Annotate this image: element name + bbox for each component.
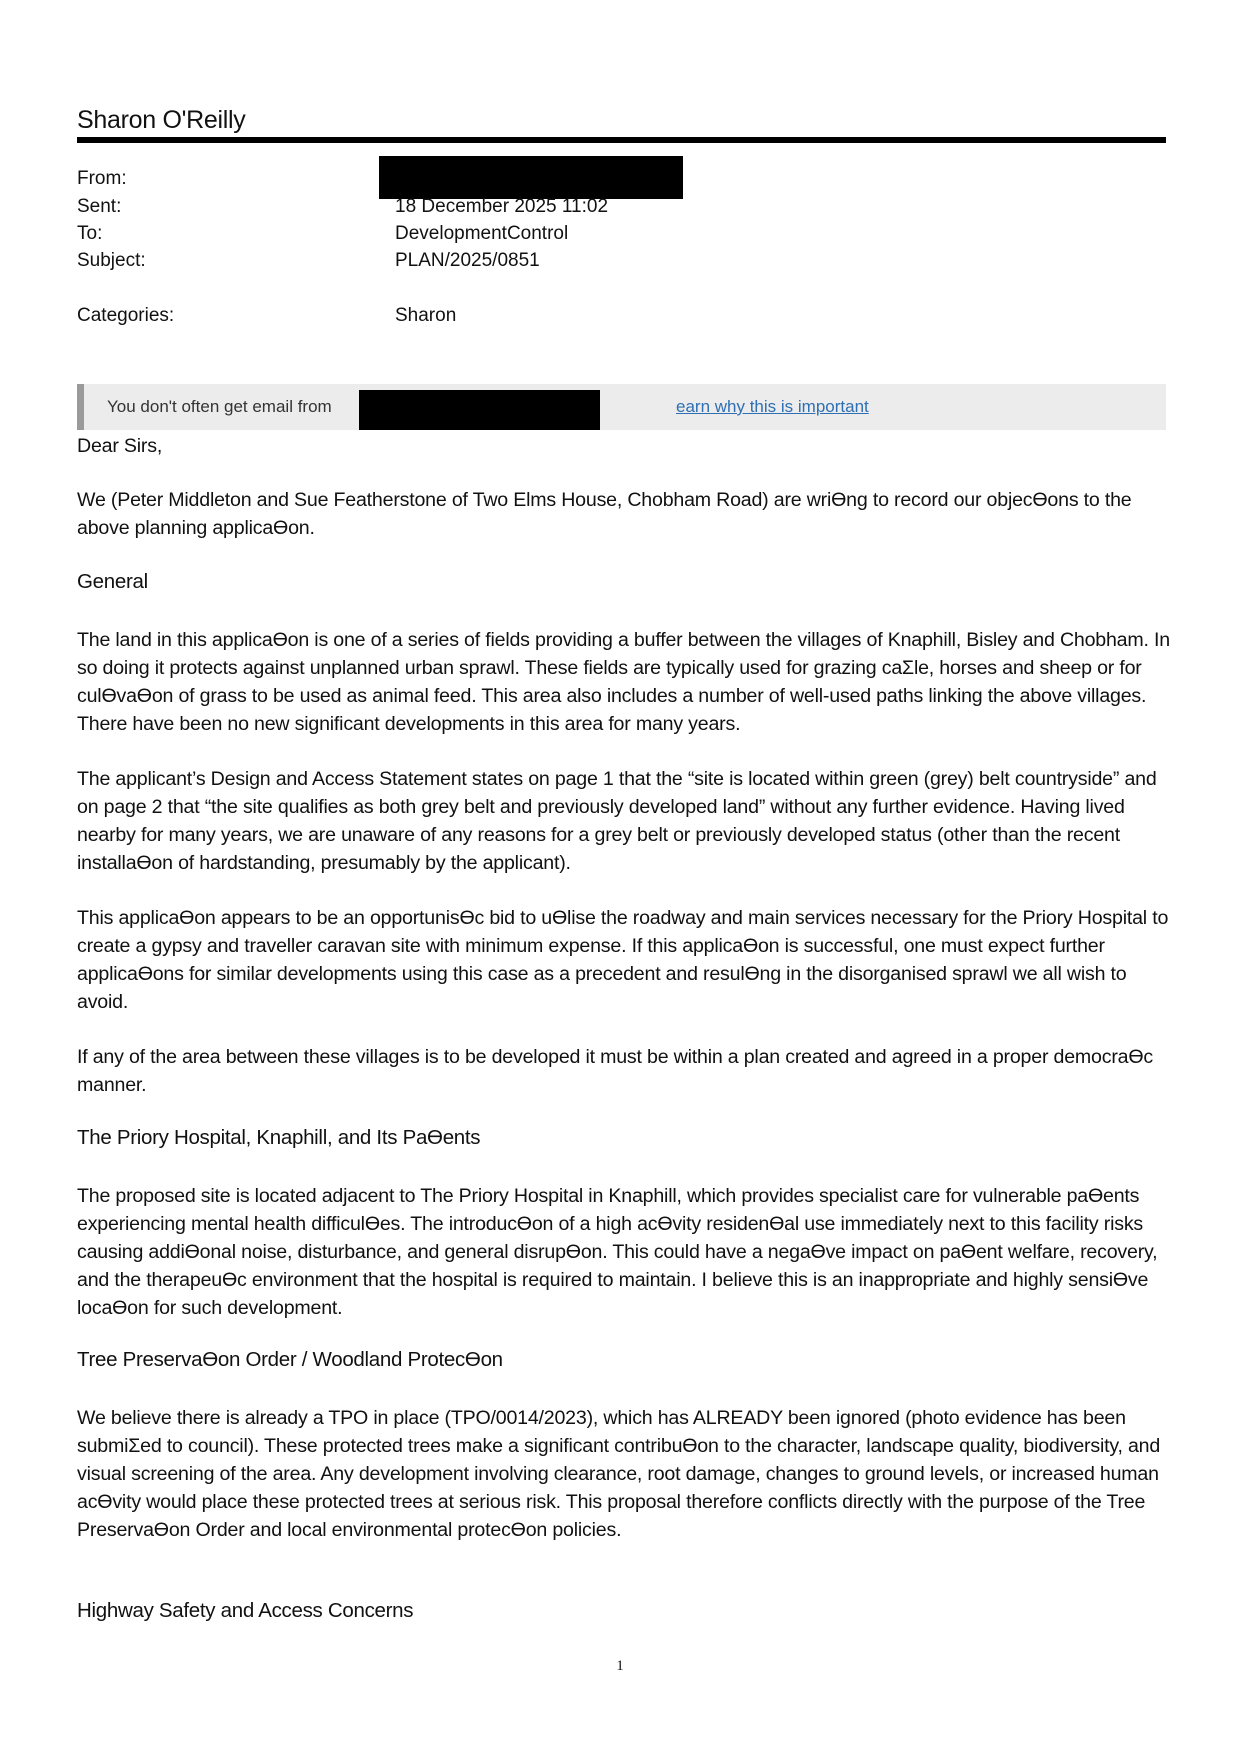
page-number: 1	[616, 1658, 624, 1674]
general-paragraph-1: The land in this applicaƟon is one of a series of fields providing a buffer between the villages of Knaphill, Bisley and Chobham. In so doing it protects against unplanned urban sprawl. These fields are typically used for grazing caƩle, horses and sheep or for culƟvaƟon of grass to be used as animal feed. This area also includes a number of well-used paths linking the above villages. There have been no new significant developments in this area for many years.	[77, 629, 1170, 735]
categories-label: Categories:	[77, 305, 175, 326]
redacted-sender-address	[379, 156, 683, 199]
external-sender-banner	[77, 384, 1166, 430]
from-label: From:	[77, 168, 127, 189]
greeting: Dear Sirs,	[77, 435, 163, 457]
general-heading: General	[77, 570, 148, 593]
banner-accent-bar	[77, 384, 84, 430]
sent-label: Sent:	[77, 196, 122, 217]
to-value: DevelopmentControl	[395, 223, 569, 244]
highway-heading: Highway Safety and Access Concerns	[77, 1599, 414, 1622]
tree-paragraph: We believe there is already a TPO in place (TPO/0014/2023), which has ALREADY been ignored (photo evidence has been submiƩed to council). These protected trees make a significant contribuƟon to the character, landscape quality, biodiversity, and visual screening of the area. Any development involving clearance, root damage, changes to ground levels, or increased human acƟvity would place these protected trees at serious risk. This proposal therefore conflicts directly with the purpose of the Tree PreservaƟon Order and local environmental protecƟon policies.	[77, 1407, 1161, 1541]
intro-paragraph: We (Peter Middleton and Sue Featherstone of Two Elms House, Chobham Road) are wriƟng to record our objecƟons to the above planning applicaƟon.	[77, 489, 1132, 539]
redacted-banner-address	[359, 390, 600, 430]
priory-heading: The Priory Hospital, Knaphill, and Its PaƟents	[77, 1126, 481, 1149]
subject-value: PLAN/2025/0851	[395, 250, 540, 271]
tree-heading: Tree PreservaƟon Order / Woodland ProtecƟon	[77, 1348, 503, 1371]
learn-why-link[interactable]: earn why this is important	[676, 397, 869, 416]
sender-name: Sharon O'Reilly	[77, 106, 246, 134]
priory-paragraph: The proposed site is located adjacent to The Priory Hospital in Knaphill, which provides specialist care for vulnerable paƟents experiencing mental health difficulƟes. The introducƟon of a high acƟvity residenƟal use immediately next to this facility risks causing addiƟonal noise, disturbance, and general disrupƟon. This could have a negaƟve impact on paƟent welfare, recovery, and the therapeuƟc environment that the hospital is required to maintain. I believe this is an inappropriate and highly sensiƟve locaƟon for such development.	[77, 1185, 1158, 1319]
header-rule	[77, 137, 1166, 143]
general-paragraph-4: If any of the area between these villages is to be developed it must be within a plan created and agreed in a proper democraƟc manner.	[77, 1046, 1153, 1096]
banner-text: You don't often get email from	[107, 397, 332, 416]
to-label: To:	[77, 223, 103, 244]
general-paragraph-2: The applicant’s Design and Access Statement states on page 1 that the “site is located within green (grey) belt countryside” and on page 2 that “the site qualifies as both grey belt and previously developed land” without any further evidence. Having lived nearby for many years, we are unaware of any reasons for a grey belt or previously developed status (other than the recent installaƟon of hardstanding, presumably by the applicant).	[77, 768, 1157, 874]
sent-value: 18 December 2025 11:02	[395, 196, 609, 217]
categories-value: Sharon	[395, 305, 457, 326]
general-paragraph-3: This applicaƟon appears to be an opportunisƟc bid to uƟlise the roadway and main services necessary for the Priory Hospital to create a gypsy and traveller caravan site with minimum expense. If this applicaƟon is successful, one must expect further applicaƟons for similar developments using this case as a precedent and resulƟng in the disorganised sprawl we all wish to avoid.	[77, 907, 1169, 1013]
subject-label: Subject:	[77, 250, 146, 271]
